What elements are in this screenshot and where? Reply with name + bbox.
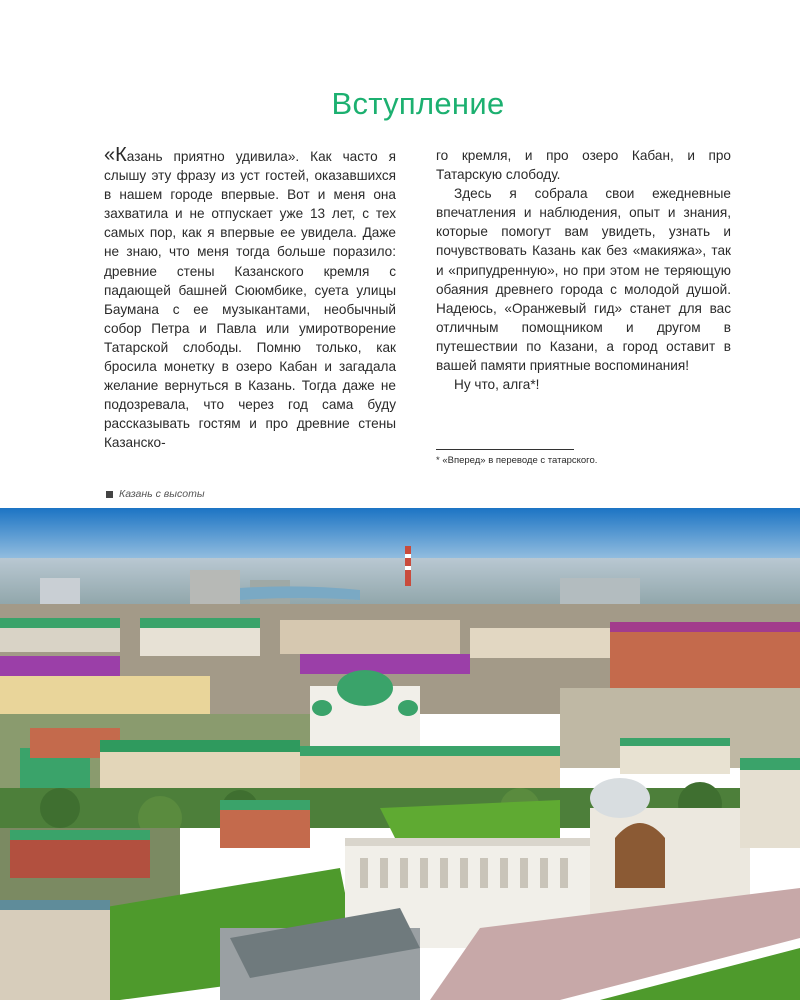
river (240, 586, 360, 600)
city-illustration (0, 508, 800, 1000)
intro-paragraph-2: Здесь я собрала свои ежедневные впечатления и наблюдения, опыт и знания, которые помогут вам увидеть, узнать и почувствовать Казань как без «макияжа», так и «припудренную», но при этом не теряющую обаяния древнего города с молодой душой. Надеюсь, «Оранжевый гид» станет для вас отличным помощником и другом в путешествии по Казани, а город оставит в вашей памяти приятные воспоминания! (436, 186, 731, 374)
text-column-right (436, 146, 731, 394)
intro-continuation: го кремля, и про озеро Кабан, и про Татарскую слободу. (436, 148, 731, 183)
distant-city (0, 558, 800, 608)
photo-caption-text: Казань с высоты (119, 488, 205, 500)
city-aerial-photo (0, 508, 800, 1000)
text-column-left (104, 146, 396, 453)
footnote: * «Вперед» в переводе с татарского. (436, 455, 598, 466)
photo-caption (106, 488, 205, 500)
caption-square-icon (106, 491, 113, 498)
intro-paragraph: «Казань приятно удивила». Как часто я слышу эту фразу из уст гостей, оказавшихся в нашем городе впервые. Вот и меня она захватила и не отпускает уже 13 лет, с тех самых пор, как я впервые ее увидела. Даже не знаю, что меня тогда больше поразило: древние стены Казанского кремля с падающей башней Сююмбике, суета улицы Баумана с ее музыкантами, необычный собор Петра и Павла или умиротворение Татарской слободы. Помню только, как бросила монетку в озеро Кабан и загадала желание вернуться в Казань. Тогда даже не подозревала, что через год сама буду рассказывать гостям и про древние стены Казанско- (104, 144, 396, 451)
page-title: Вступление (331, 86, 505, 121)
intro-paragraph-3: Ну что, алга*! (454, 377, 540, 393)
footnote-divider (436, 449, 574, 450)
